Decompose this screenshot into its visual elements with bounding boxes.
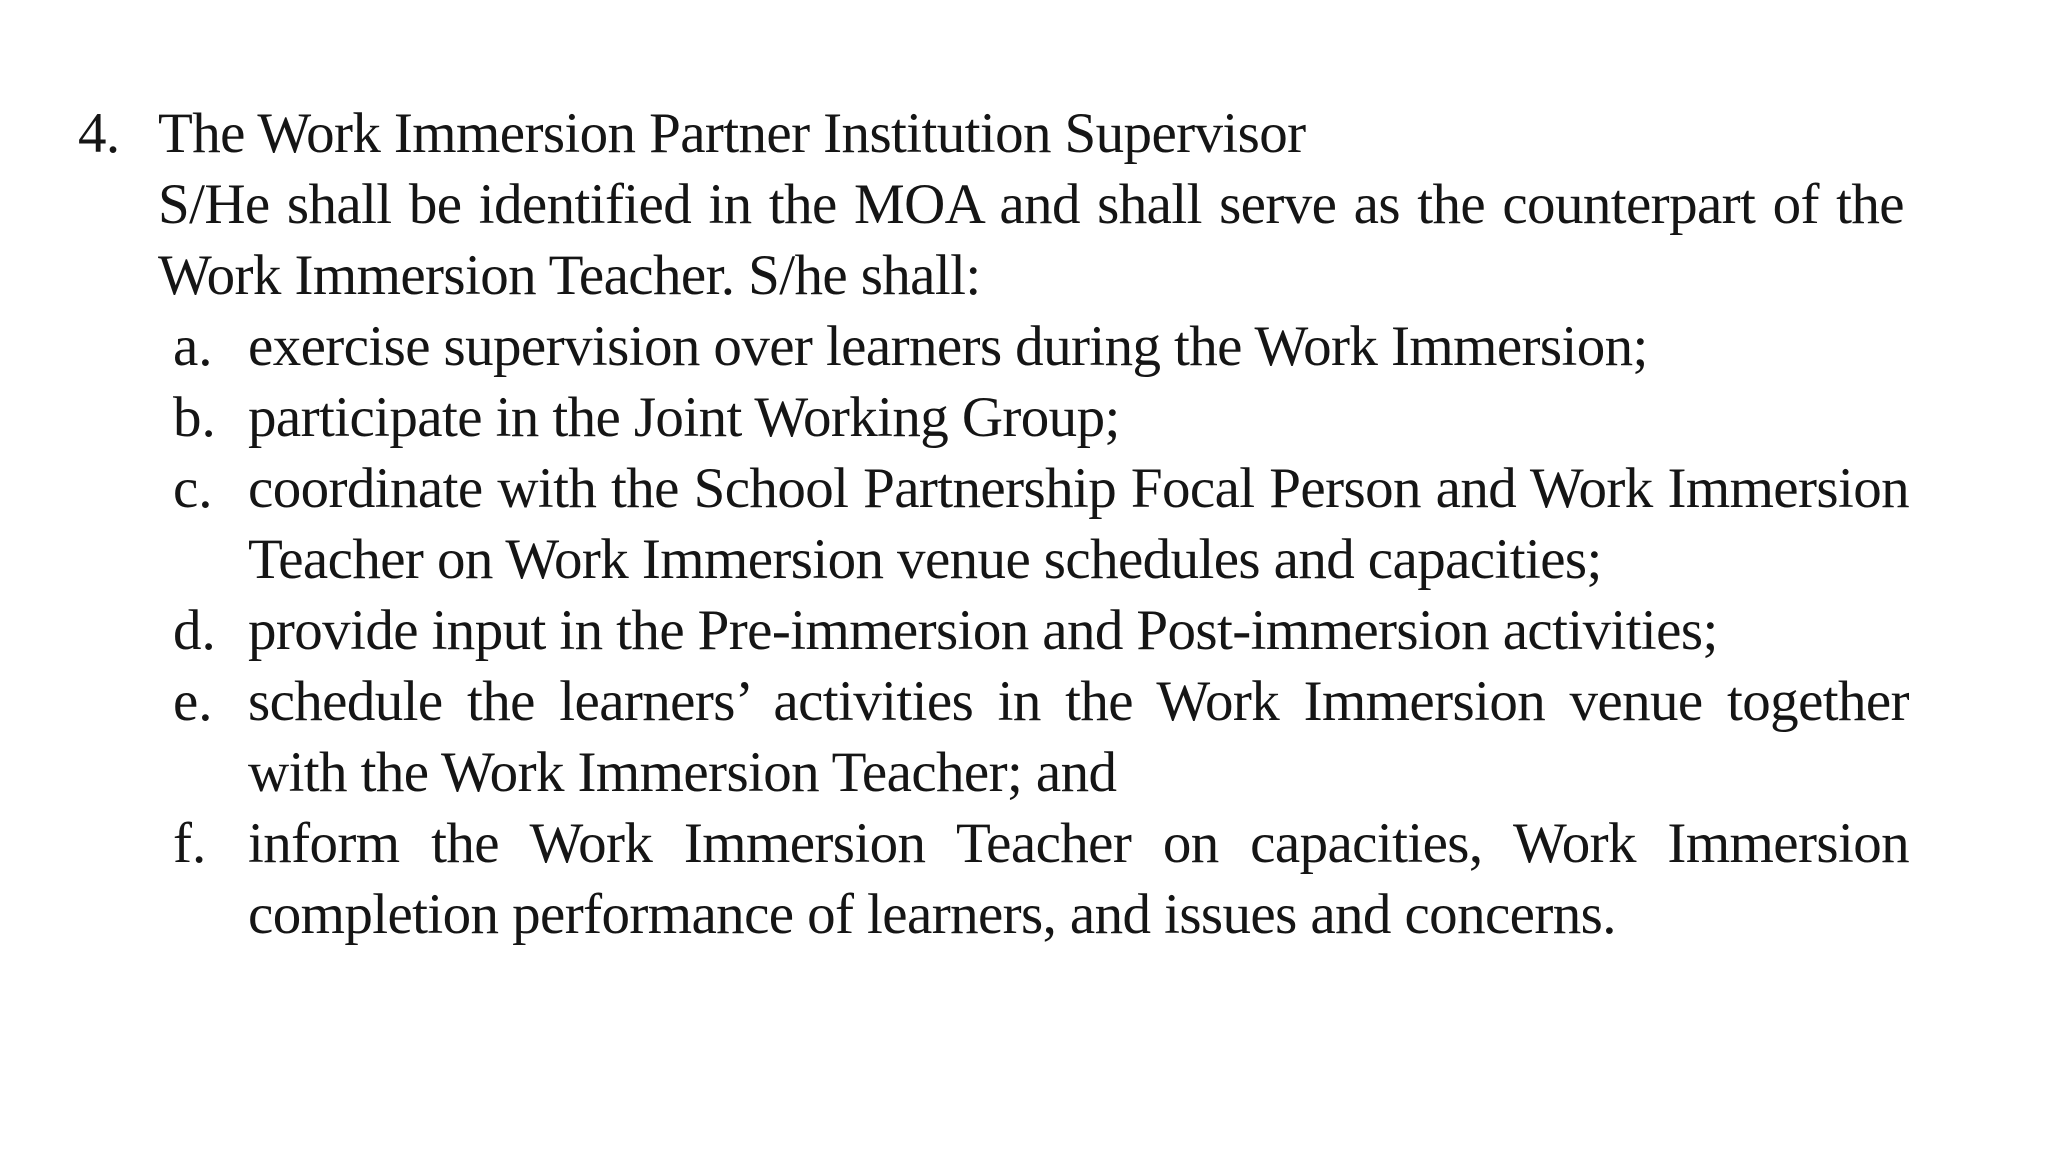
list-item-line: coordinate with the School Partnership Focal Person and Work Immersion [248,457,1909,520]
intro-line: Work Immersion Teacher. S/he shall: [158,244,981,307]
list-item [173,382,1923,453]
list-item-letter: f. [173,812,207,875]
section-intro [158,169,1904,311]
list-item-line: participate in the Joint Working Group; [248,386,1120,449]
numbered-section [78,98,1908,950]
list-item-text [248,595,1909,666]
list-item-text [248,382,1909,453]
list-item-text [248,453,1909,595]
section-number: 4. [78,102,120,165]
list-item-line: inform the Work Immersion Teacher on capacities, Work Immersion [248,812,1909,875]
list-item-line: provide input in the Pre-immersion and Post-immersion activities; [248,599,1718,662]
list-item-letter: d. [173,599,216,662]
list-item-line: exercise supervision over learners during the Work Immersion; [248,315,1648,378]
list-item [173,311,1923,382]
list-item-line: with the Work Immersion Teacher; and [248,741,1117,804]
list-item-letter: b. [173,386,216,449]
section-heading [78,98,1908,169]
list-item-letter: c. [173,457,213,520]
intro-line: S/He shall be identified in the MOA and shall serve as the counterpart of the [158,173,1904,236]
list-item [173,808,1923,950]
list-item-letter: e. [173,670,213,733]
list-item-line: Teacher on Work Immersion venue schedules and capacities; [248,528,1602,591]
list-item-text [248,311,1909,382]
list-item-letter: a. [173,315,213,378]
list-item-line: schedule the learners’ activities in the Work Immersion venue together [248,670,1909,733]
list-item [173,666,1923,808]
section-title: The Work Immersion Partner Institution Supervisor [158,102,1306,165]
list-item [173,595,1923,666]
list-item-text [248,666,1909,808]
list-item-text [248,808,1909,950]
list-item-line: completion performance of learners, and issues and concerns. [248,883,1616,946]
list-item [173,453,1923,595]
duties-list [173,311,1923,950]
